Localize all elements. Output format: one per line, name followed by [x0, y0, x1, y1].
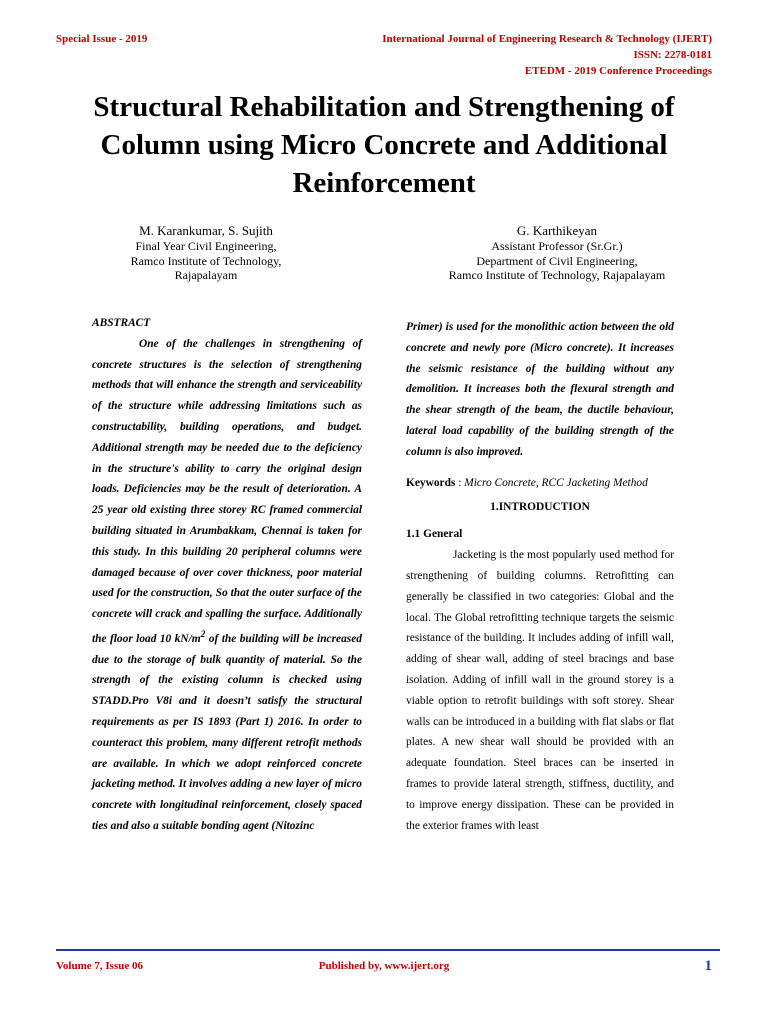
- abstract-paragraph: [92, 334, 362, 837]
- left-column: [92, 313, 362, 837]
- footer-publisher: Published by, www.ijert.org: [318, 960, 450, 972]
- section-heading: 1.INTRODUCTION: [490, 500, 590, 513]
- header-journal-name: International Journal of Engineering Research & Technology (IJERT): [382, 33, 712, 45]
- keywords-value: Micro Concrete, RCC Jacketing Method: [464, 476, 648, 489]
- author-names: M. Karankumar, S. Sujith: [139, 223, 273, 238]
- author-names: G. Karthikeyan: [516, 223, 598, 238]
- keywords: [406, 473, 674, 493]
- paper-title: Structural Rehabilitation and Strengthening of Column using Micro Concrete and Additional Reinforcement: [93, 91, 675, 199]
- footer-volume: Volume 7, Issue 06: [56, 960, 143, 972]
- header-issue: Special Issue - 2019: [56, 33, 148, 45]
- abstract-heading: ABSTRACT: [92, 317, 151, 329]
- page-number: 1: [704, 958, 712, 974]
- footer-divider: [56, 949, 720, 951]
- unit-superscript: 2: [200, 629, 206, 640]
- author-affiliation-line: Assistant Professor (Sr.Gr.): [491, 239, 623, 253]
- author-block-2: [412, 222, 702, 283]
- keywords-label: Keywords: [406, 476, 456, 489]
- header-proceedings: ETEDM - 2019 Conference Proceedings: [524, 65, 712, 77]
- abstract-continued: Primer) is used for the monolithic action between the old concrete and newly pore (Micro concrete). It increases the seismic resistance of the building without any demolition. It increases both the flexural strength and the shear strength of the beam, the ductile behaviour, lateral load capability of the building strength of the column is also improved.: [406, 321, 674, 458]
- header-journal-block: [382, 31, 712, 79]
- subsection-heading: 1.1 General: [406, 528, 463, 541]
- abstract-text-part2: of the building will be increased due to the storage of bulk quantity of material. So the strength of the existing column is checked using STADD.Pro V8i and it doesn’t satisfy the structural requirements as per IS 1893 (Part 1) 2016. In order to counteract this problem, many different retrofit methods are available. In which we adopt reinforced concrete jacketing method. It involves adding a new layer of micro concrete with longitudinal reinforcement, closely spaced ties and also a suitable bonding agent (Nitozinc: [92, 632, 362, 832]
- author-affiliation-line: Department of Civil Engineering,: [476, 253, 638, 268]
- author-affiliation-line: Final Year Civil Engineering,: [135, 239, 277, 253]
- header-issn: ISSN: 2278-0181: [633, 49, 712, 61]
- right-column: [406, 317, 674, 836]
- author-affiliation-line: Ramco Institute of Technology, Rajapalayam: [448, 268, 666, 282]
- author-affiliation-line: Rajapalayam: [174, 268, 238, 282]
- section-body: Jacketing is the most popularly used method for strengthening of building columns. Retrofitting can generally be classified in two categories: Global and the local. The Global retrofitting technique targets the seismic resistance of the building. It includes adding of infill wall, adding of shear wall, adding of steel bracings and base isolation. Adding of infill wall in the ground storey is a viable option to retrofit buildings with soft storey. Shear walls can be introduced in a building with flat slabs or flat plates. A new shear wall should be provided with an adequate foundation. Steel braces can be inserted in frames to provide lateral strength, stiffness, ductility, and to improve energy dissipation. These can be provided in the exterior frames with least: [406, 549, 674, 832]
- author-affiliation-line: Ramco Institute of Technology,: [130, 253, 282, 268]
- abstract-text-part1: One of the challenges in strengthening of concrete structures is the selection of strengthening methods that will enhance the strength and serviceability of the structure while addressing limitations such as constructability, building operations, and budget. Additional strength may be needed due to the deficiency in the structure's ability to carry the original design loads. Deficiencies may be the result of deterioration. A 25 year old existing three storey RC framed commercial building situated in Arumbakkam, Chennai is taken for this study. In this building 20 peripheral columns were damaged because of over cover thickness, poor material used for the construction, So that the outer surface of the concrete will crack and spalling the surface. Additionally the floor load 10 kN/m: [92, 337, 362, 645]
- author-block-1: [106, 222, 306, 283]
- keywords-separator: :: [455, 476, 465, 489]
